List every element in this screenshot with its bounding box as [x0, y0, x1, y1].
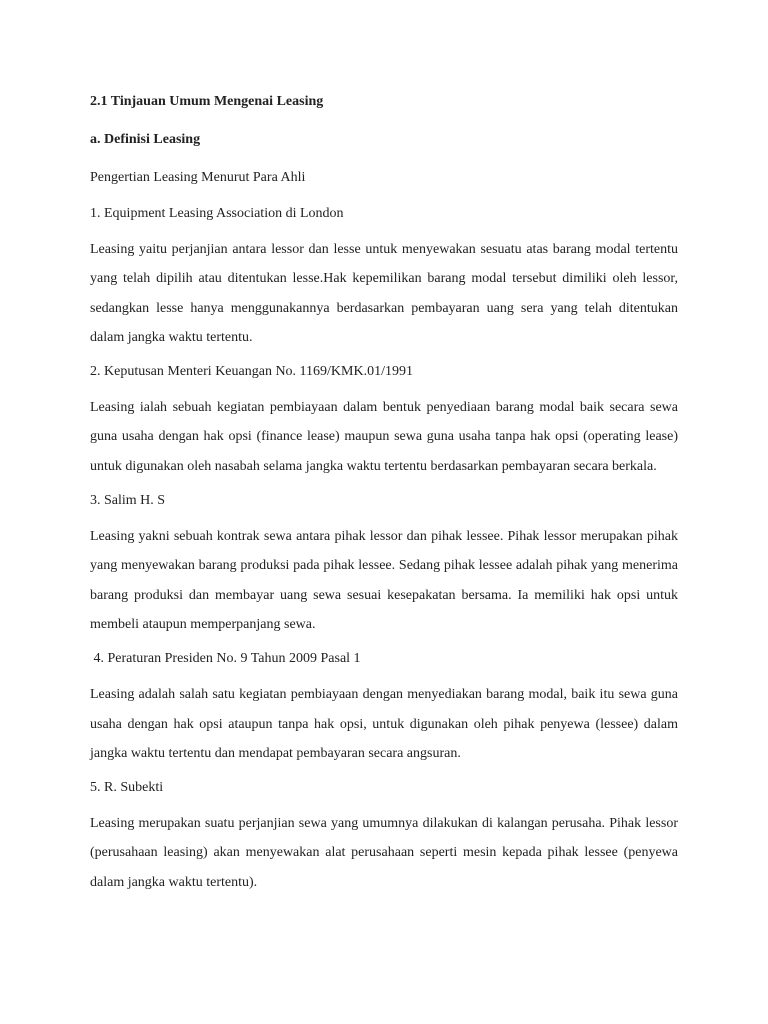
definition-text-3: Leasing yakni sebuah kontrak sewa antara pihak lessor dan pihak lessee. Pihak lessor merupakan pihak yang menyewakan barang produksi pada pihak lessee. Sedang pihak lessee adalah pihak yang menerima barang produksi dan membayar uang sewa sesuai kesepakatan bersama. Ia memiliki hak opsi untuk membeli ataupun memperpanjang sewa. [90, 529, 678, 632]
definition-source-4: 4. Peraturan Presiden No. 9 Tahun 2009 Pasal 1 [90, 651, 361, 667]
subsection-title: a. Definisi Leasing [90, 132, 201, 147]
section-title: 2.1 Tinjauan Umum Mengenai Leasing [90, 94, 324, 109]
definition-source-5: 5. R. Subekti [90, 780, 164, 796]
intro-line: Pengertian Leasing Menurut Para Ahli [90, 170, 306, 185]
definition-source-3: 3. Salim H. S [90, 493, 166, 509]
definition-source-2: 2. Keputusan Menteri Keuangan No. 1169/KMK.01/1991 [90, 364, 413, 380]
definition-text-1: Leasing yaitu perjanjian antara lessor dan lesse untuk menyewakan sesuatu atas barang modal tertentu yang telah dipilih atau ditentukan lesse.Hak kepemilikan barang modal tersebut dimiliki oleh lessor, sedangkan lesse hanya menggunakannya berdasarkan pembayaran uang sera yang telah ditentukan dalam jangka waktu tertentu. [90, 242, 678, 345]
definition-text-4: Leasing adalah salah satu kegiatan pembiayaan dengan menyediakan barang modal, baik itu sewa guna usaha dengan hak opsi ataupun tanpa hak opsi, untuk digunakan oleh pihak penyewa (lessee) dalam jangka waktu tertentu dan mendapat pembayaran secara angsuran. [90, 687, 678, 761]
definition-text-2: Leasing ialah sebuah kegiatan pembiayaan dalam bentuk penyediaan barang modal baik secara sewa guna usaha dengan hak opsi (finance lease) maupun sewa guna usaha tanpa hak opsi (operating lease) untuk digunakan oleh nasabah selama jangka waktu tertentu berdasarkan pembayaran secara berkala. [90, 400, 678, 474]
definition-text-5: Leasing merupakan suatu perjanjian sewa yang umumnya dilakukan di kalangan perusaha. Pihak lessor (perusahaan leasing) akan menyewakan alat perusahaan seperti mesin kepada pihak lessee (penyewa dalam jangka waktu tertentu). [90, 816, 678, 890]
document-page [90, 92, 678, 897]
definition-source-1: 1. Equipment Leasing Association di London [90, 206, 344, 221]
